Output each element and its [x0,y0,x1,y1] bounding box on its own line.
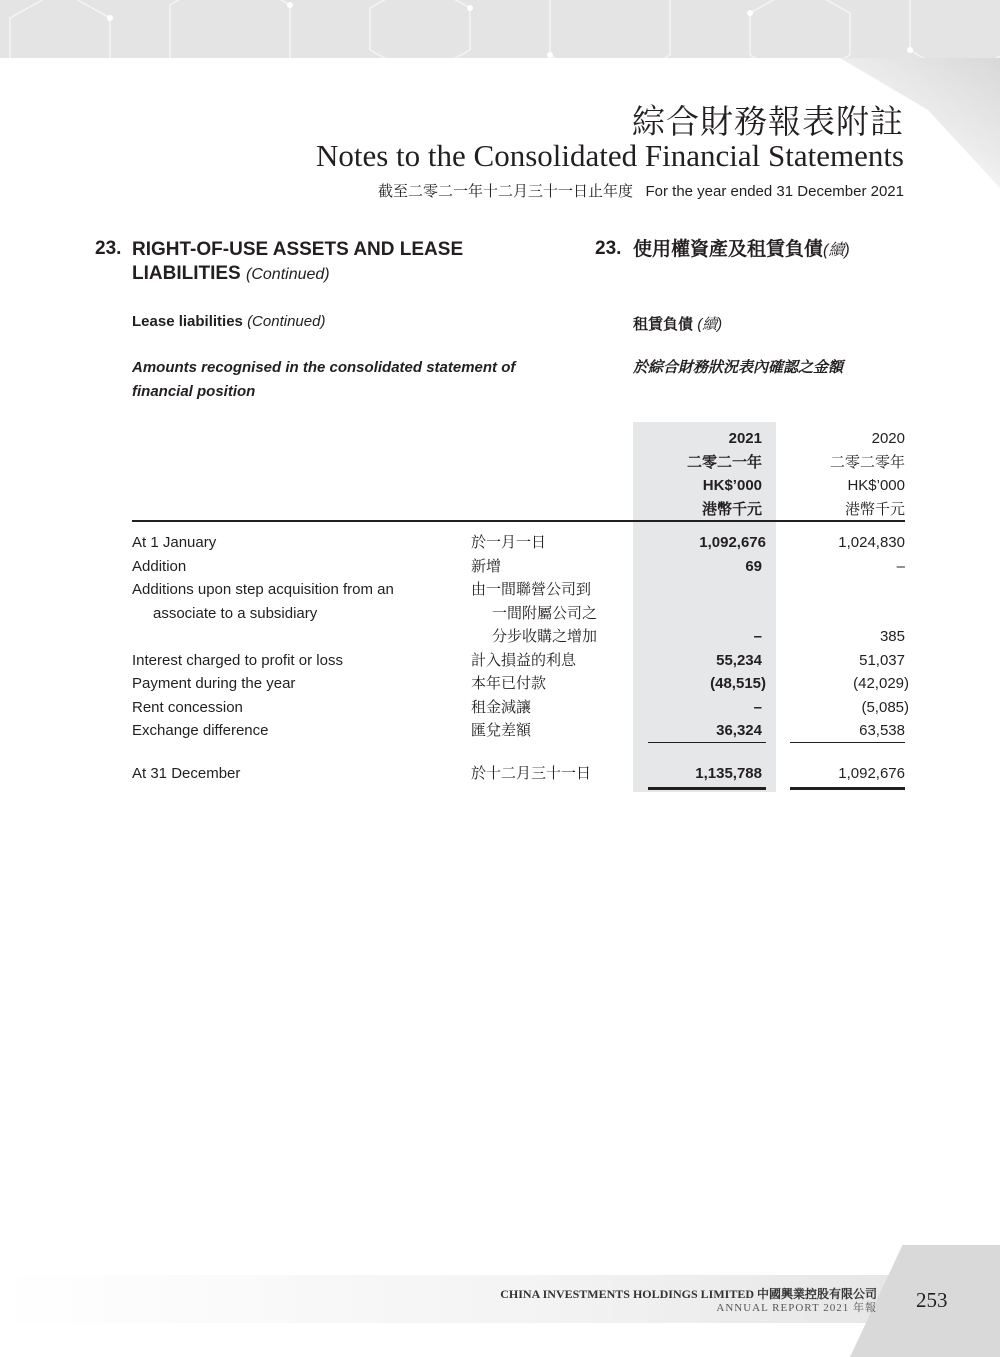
row-label-en: Additions upon step acquisition from an [132,581,394,598]
footer-company-name: CHINA INVESTMENTS HOLDINGS LIMITED 中國興業控股有限公司 [500,1287,877,1301]
section-title-zh: 使用權資產及租賃負債(續) [633,239,850,260]
top-decorative-band [0,0,1000,58]
subtotal-underline-2021 [648,742,766,743]
total-label-en: At 31 December [132,765,241,782]
row-label-zh: 租金減讓 [471,699,532,716]
amounts-title-en: Amounts recognised in the consolidated statement of financial position [132,359,516,400]
column-header-2021: 2021 二零二一年 HK$’000 港幣千元 [686,430,762,518]
total-value-2020: 1,092,676 [838,765,905,782]
row-value-2021: 69 [745,558,762,575]
continued-label-zh: (續) [823,242,850,259]
amounts-title-zh: 於綜合財務狀況表內確認之金額 [633,359,844,376]
row-value-2020: 1,024,830 [838,534,905,551]
row-value-2020: – [896,558,905,575]
section-title-en-line2: LIABILITIES (Continued) [132,263,330,284]
row-label-zh-continued: 分步收購之增加 [492,628,598,645]
row-value-2020: (5,085) [861,699,909,716]
row-value-2020: 385 [879,628,905,645]
total-label-zh: 於十二月三十一日 [471,765,592,782]
page-number: 253 [916,1288,948,1312]
row-value-2021: 36,324 [716,722,762,739]
column-header-2020: 2020 二零二零年 HK$’000 港幣千元 [829,430,905,518]
row-value-2021: (48,515) [710,675,766,692]
row-label-zh: 新增 [471,558,502,575]
header-title-en: Notes to the Consolidated Financial Statements [315,138,904,173]
row-label-zh: 由一間聯營公司到 [471,581,592,598]
row-label-en: At 1 January [132,534,217,551]
row-label-zh-continued: 一間附屬公司之 [492,605,598,622]
header-period-en: For the year ended 31 December 2021 [645,183,904,200]
row-value-2021: – [753,699,762,716]
table-header-rule [132,520,905,522]
subtotal-underline-2020 [790,742,905,743]
row-value-2020: 51,037 [859,652,905,669]
header-period [378,180,904,201]
row-label-en: Interest charged to profit or loss [132,652,343,669]
row-label-en: Rent concession [132,699,243,716]
row-label-en: Addition [132,558,187,575]
row-value-2020: 63,538 [859,722,905,739]
row-label-en: Exchange difference [132,722,269,739]
section-title-en [132,238,463,287]
row-value-2021: 1,092,676 [699,534,766,551]
total-double-underline-2021 [648,787,766,790]
row-label-zh: 匯兌差額 [471,722,532,739]
row-label-zh: 本年已付款 [471,675,547,692]
subsection-label-zh: 租賃負債 (續) [633,316,723,333]
footer-report-label: ANNUAL REPORT 2021 年報 [716,1302,877,1314]
row-value-2021: – [753,628,762,645]
total-value-2021: 1,135,788 [695,765,762,782]
section-number-en: 23. [95,238,122,259]
continued-label-en: (Continued) [246,266,330,283]
header-period-zh: 截至二零二一年十二月三十一日止年度 [377,183,633,200]
row-value-2020: (42,029) [853,675,909,692]
row-label-zh: 計入損益的利息 [471,652,577,669]
section-title-en-line1: RIGHT-OF-USE ASSETS AND LEASE [132,239,464,260]
total-double-underline-2020 [790,787,905,790]
header-title-zh: 綜合財務報表附註 [632,102,904,141]
subsection-label-en: Lease liabilities (Continued) [132,313,326,330]
row-label-zh: 於一月一日 [471,534,547,551]
row-label-en: Payment during the year [132,675,296,692]
row-label-en-continued: associate to a subsidiary [153,605,318,622]
section-number-zh: 23. [595,238,622,259]
row-value-2021: 55,234 [716,652,762,669]
hexagon-pattern-decoration [0,0,1000,58]
